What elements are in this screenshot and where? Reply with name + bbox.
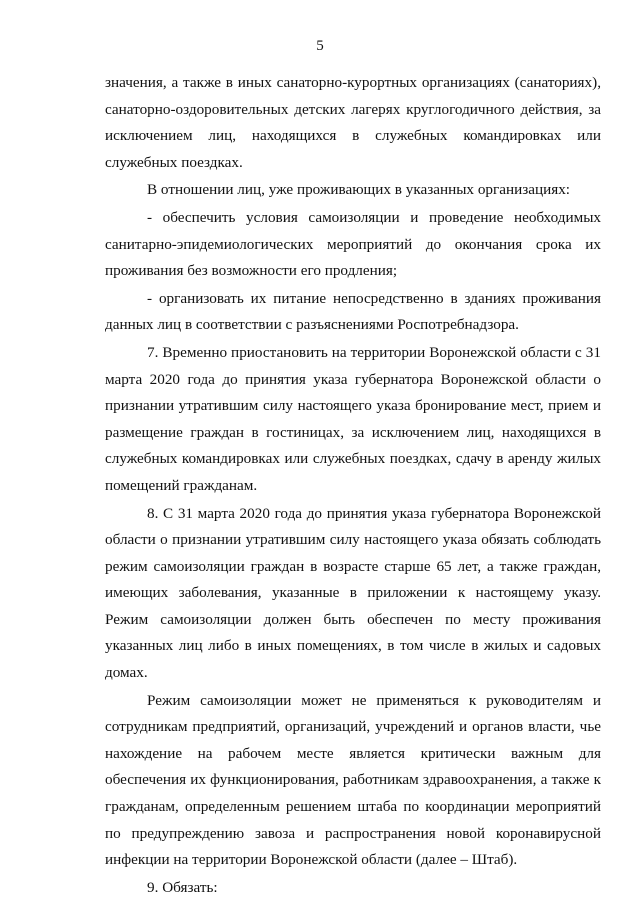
paragraph-item-7: 7. Временно приостановить на территории Воронежской области с 31 марта 2020 года до принятия указа губернатора Воронежской области о признании утратившим силу настоящего указа бронирование мест, прием и размещение граждан в гостиницах, за исключением лиц, находящихся в служебных командировках или служебных поездках, сдачу в аренду жилых помещений гражданам. xyxy=(105,343,601,494)
paragraph-residents-intro: В отношении лиц, уже проживающих в указанных организациях: xyxy=(147,181,571,199)
paragraph-continuation: значения, а также в иных санаторно-курортных организациях (санаториях), санаторно-оздоровительных детских лагерях круглогодичного действия, за исключением лиц, находящихся в служебных командировках или служебных поездках. xyxy=(105,74,601,171)
paragraph-catering: - организовать их питание непосредственно в зданиях проживания данных лиц в соответствии с разъяснениями Роспотребнадзора. xyxy=(105,289,601,334)
paragraph-item-9: 9. Обязать: xyxy=(147,878,218,896)
paragraph-self-isolation-conditions: - обеспечить условия самоизоляции и проведение необходимых санитарно-эпидемиологических мероприятий до окончания срока их проживания без возможности его продления; xyxy=(105,208,601,280)
paragraph-self-isolation-exceptions: Режим самоизоляции может не применяться к руководителям и сотрудникам предприятий, организаций, учреждений и органов власти, чье нахождение на рабочем месте является критически важным для обеспечения их функционирования, работникам здравоохранения, а также к гражданам, определенным решением штаба по координации мероприятий по предупреждению завоза и распространения новой коронавирусной инфекции на территории Воронежской области (далее – Штаб). xyxy=(105,691,601,869)
document-body xyxy=(105,70,601,902)
page-number: 5 xyxy=(316,38,324,54)
paragraph-item-8: 8. С 31 марта 2020 года до принятия указа губернатора Воронежской области о признании утратившим силу настоящего указа обязать соблюдать режим самоизоляции граждан в возрасте старше 65 лет, а также граждан, имеющих заболевания, указанные в приложении к настоящему указу. Режим самоизоляции должен быть обеспечен по месту проживания указанных лиц либо в иных помещениях, в том числе в жилых и садовых домах. xyxy=(105,504,601,682)
